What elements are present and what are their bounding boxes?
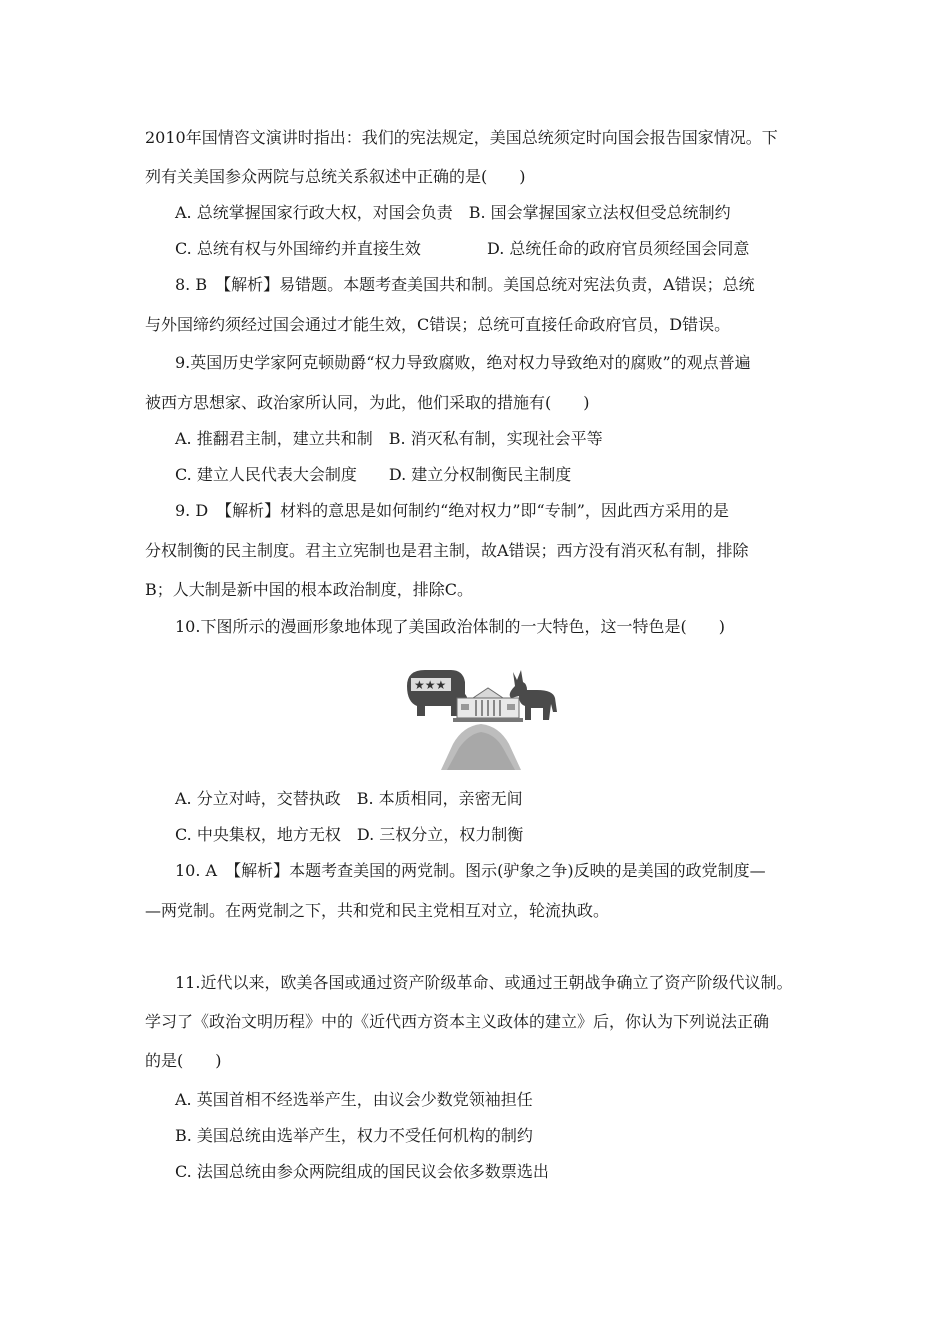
- q8-analysis-line-2: 与外国缔约须经过国会通过才能生效，C错误；总统可直接任命政府官员，D错误。: [145, 315, 731, 334]
- q8-analysis-line-1: 8. B 【解析】易错题。本题考查美国共和制。美国总统对宪法负责，A错误；总统: [175, 275, 755, 294]
- q9-options-ab: A. 推翻君主制，建立共和制 B. 消灭私有制，实现社会平等: [175, 429, 603, 448]
- q10-stem: 10.下图所示的漫画形象地体现了美国政治体制的一大特色，这一特色是( ): [175, 617, 725, 636]
- q9-stem-line-1: 9.英国历史学家阿克顿勋爵“权力导致腐败，绝对权力导致绝对的腐败”的观点普遍: [175, 353, 751, 372]
- q10-analysis-line-2: —两党制。在两党制之下，共和党和民主党相互对立，轮流执政。: [145, 901, 610, 920]
- q11-option-b: B. 美国总统由选举产生，权力不受任何机构的制约: [175, 1126, 533, 1145]
- q9-analysis-line-1: 9. D 【解析】材料的意思是如何制约“绝对权力”即“专制”，因此西方采用的是: [175, 501, 729, 520]
- q11-option-c: C. 法国总统由参众两院组成的国民议会依多数票选出: [175, 1162, 549, 1181]
- q7-options-ab: A. 总统掌握国家行政大权，对国会负责 B. 国会掌握国家立法权但受总统制约: [175, 203, 731, 222]
- q9-options-cd: C. 建立人民代表大会制度 D. 建立分权制衡民主制度: [175, 465, 572, 484]
- q7-stem-line-2: 列有关美国参众两院与总统关系叙述中正确的是( ): [145, 167, 526, 186]
- q10-options-cd: C. 中央集权，地方无权 D. 三权分立，权力制衡: [175, 825, 524, 844]
- q9-analysis-line-2: 分权制衡的民主制度。君主立宪制也是君主制，故A错误；西方没有消灭私有制，排除: [145, 541, 749, 560]
- q11-option-a: A. 英国首相不经选举产生，由议会少数党领袖担任: [175, 1090, 533, 1109]
- q9-stem-line-2: 被西方思想家、政治家所认同，为此，他们采取的措施有( ): [145, 393, 590, 412]
- q9-analysis-line-3: B；人大制是新中国的根本政治制度，排除C。: [145, 580, 474, 599]
- q11-stem-line-3: 的是( ): [145, 1051, 222, 1070]
- q10-options-ab: A. 分立对峙，交替执政 B. 本质相同，亲密无间: [175, 789, 523, 808]
- q10-analysis-line-1: 10. A 【解析】本题考查美国的两党制。图示(驴象之争)反映的是美国的政党制度—: [175, 861, 766, 880]
- q7-option-d: D. 总统任命的政府官员须经国会同意: [487, 239, 750, 258]
- q7-stem-line-1: 2010年国情咨文演讲时指出：我们的宪法规定，美国总统须定时向国会报告国家情况。下: [145, 128, 778, 147]
- q7-option-c: C. 总统有权与外国缔约并直接生效: [175, 239, 421, 258]
- svg-text:★★★: ★★★: [414, 678, 447, 692]
- q11-stem-line-1: 11.近代以来，欧美各国或通过资产阶级革命、或通过王朝战争确立了资产阶级代议制。: [175, 973, 793, 992]
- q11-stem-line-2: 学习了《政治文明历程》中的《近代西方资本主义政体的建立》后，你认为下列说法正确: [145, 1012, 770, 1031]
- donkey-elephant-cartoon: [403, 664, 561, 770]
